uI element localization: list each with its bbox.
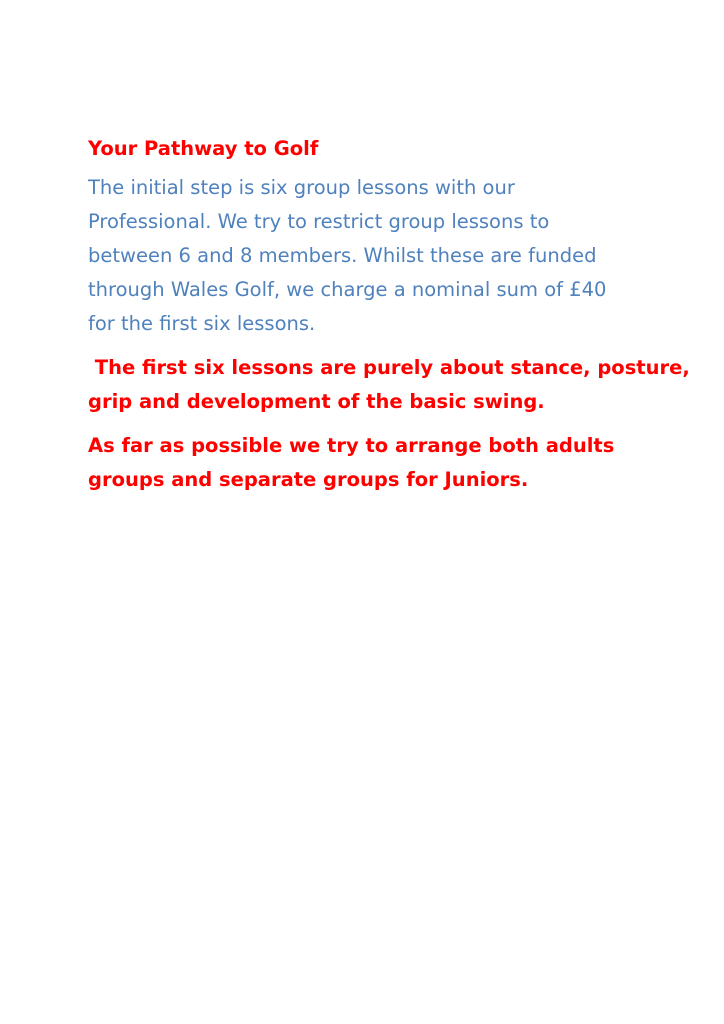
lessons-line: grip and development of the basic swing. [88,390,545,413]
intro-line: through Wales Golf, we charge a nominal sum of £40 [88,278,607,301]
intro-paragraph [88,171,678,341]
intro-line: The initial step is six group lessons with our [88,176,515,199]
intro-line: Professional. We try to restrict group lessons to [88,210,550,233]
intro-line: for the first six lessons. [88,312,316,335]
intro-line: between 6 and 8 members. Whilst these are funded [88,244,597,267]
lessons-line: The first six lessons are purely about stance, posture, [88,356,690,379]
document-content [88,136,690,507]
groups-line: groups and separate groups for Juniors. [88,468,529,491]
groups-line: As far as possible we try to arrange both adults [88,434,615,457]
page-title: Your Pathway to Golf [88,137,319,160]
groups-paragraph [88,429,678,497]
lessons-paragraph [88,351,690,419]
